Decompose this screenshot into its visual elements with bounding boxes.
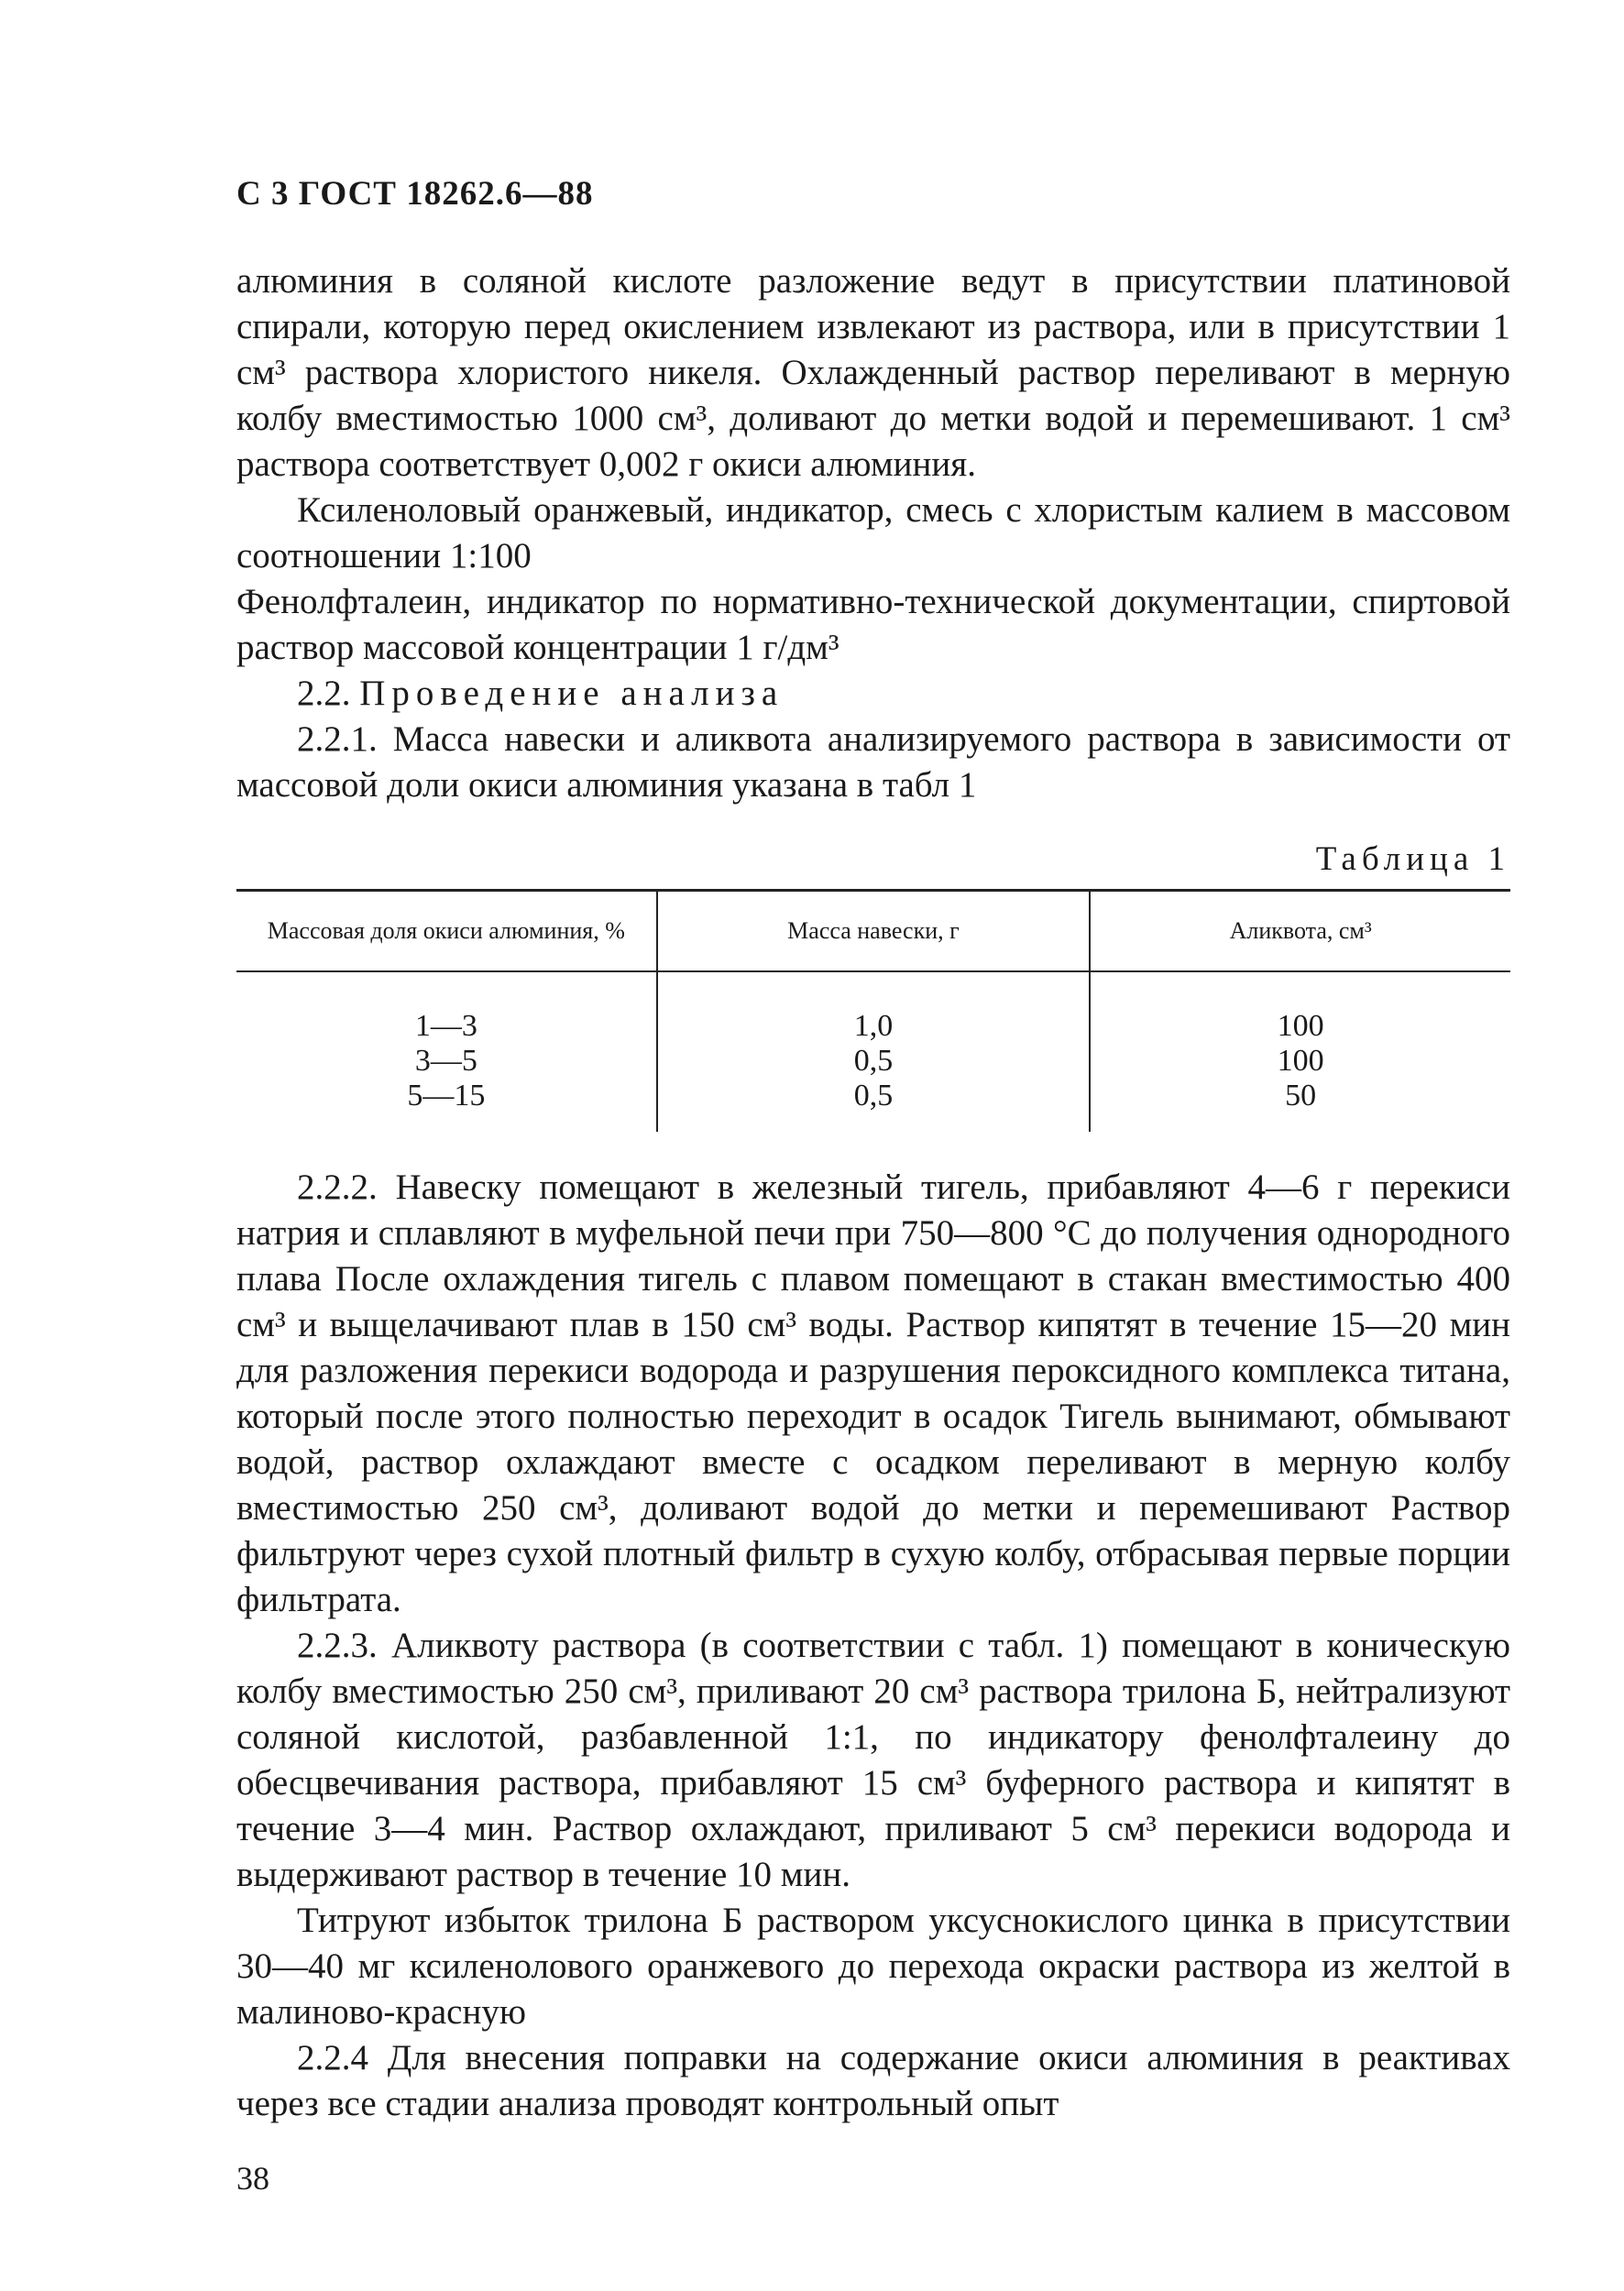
- paragraph-xylenol-orange: Ксиленоловый оранжевый, индикатор, смесь с хлористым калием в массовом соотношении 1:100: [236, 490, 1510, 575]
- table-caption: Таблица 1: [1315, 840, 1510, 878]
- data-table: [236, 889, 1510, 1132]
- cell-mass-fraction: 5—15: [407, 1079, 486, 1113]
- header-sample-mass: Масса навески, г: [657, 891, 1091, 972]
- table-row: [236, 1079, 1510, 1132]
- cell-sample-mass: 0,5: [657, 1044, 1091, 1079]
- section-heading-2-2: [236, 671, 1510, 717]
- paragraph-2-2-1: 2.2.1. Масса навески и аликвота анализируемого раствора в зависимости от массовой доли окиси алюминия указана в табл 1: [236, 719, 1510, 805]
- table-row: [236, 971, 1510, 1044]
- header-mass-fraction: Массовая доля окиси алюминия, %: [236, 891, 657, 972]
- cell-aliquot: 100: [1090, 971, 1510, 1044]
- document-body: [236, 258, 1510, 2127]
- paragraph-2-2-4: 2.2.4 Для внесения поправки на содержание окиси алюминия в реактивах через все стадии анализа проводят контрольный опыт: [236, 2038, 1510, 2123]
- page-number: 38: [236, 2160, 269, 2197]
- section-title: Проведение анализа: [359, 674, 785, 713]
- cell-mass-fraction: 1—3: [414, 1009, 477, 1043]
- procedure-text: [236, 1165, 1510, 2127]
- paragraph-titration: Титруют избыток трилона Б раствором уксуснокислого цинка в присутствии 30—40 мг ксиленолового оранжевого до перехода окраски раствора из желтой в малиново-красную: [236, 1901, 1510, 2032]
- cell-sample-mass: 0,5: [657, 1079, 1091, 1132]
- paragraph-2-2-2: 2.2.2. Навеску помещают в железный тигель, прибавляют 4—6 г перекиси натрия и сплавляют в муфельной печи при 750—800 °С до получения однородного плава После охлаждения тигель с плавом помещают в стакан вместимостью 400 см³ и выщелачивают плав в 150 см³ воды. Раствор кипятят в течение 15—20 мин для разложения перекиси водорода и разрушения пероксидного комплекса титана, который после этого полностью переходит в осадок Тигель вынимают, обмывают водой, раствор охлаждают вместе с осадком переливают в мерную колбу вместимостью 250 см³, доливают водой до метки и перемешивают Раствор фильтруют через сухой плотный фильтр в сухую колбу, отбрасывая первые порции фильтрата.: [236, 1167, 1510, 1619]
- cell-aliquot: 100: [1090, 1044, 1510, 1079]
- paragraph-phenolphthalein: Фенолфталеин, индикатор по нормативно-технической документации, спиртовой раствор массовой концентрации 1 г/дм³: [236, 582, 1510, 667]
- table-row: [236, 1044, 1510, 1079]
- cell-aliquot: 50: [1090, 1079, 1510, 1132]
- table-header-row: [236, 891, 1510, 972]
- cell-mass-fraction: 3—5: [414, 1044, 477, 1078]
- paragraph-aluminum-solution: алюминия в соляной кислоте разложение ведут в присутствии платиновой спирали, которую перед окислением извлекают из раствора, или в присутствии 1 см³ раствора хлористого никеля. Охлажденный раствор переливают в мерную колбу вместимостью 1000 см³, доливают до метки водой и перемешивают. 1 см³ раствора соответствует 0,002 г окиси алюминия.: [236, 261, 1510, 484]
- page-header: С 3 ГОСТ 18262.6—88: [236, 175, 594, 213]
- section-number: 2.2.: [297, 674, 351, 713]
- cell-sample-mass: 1,0: [657, 971, 1091, 1044]
- paragraph-2-2-3: 2.2.3. Аликвоту раствора (в соответствии с табл. 1) помещают в коническую колбу вместимостью 250 см³, приливают 20 см³ раствора трилона Б, нейтрализуют соляной кислотой, разбавленной 1:1, по индикатору фенолфталеину до обесцвечивания раствора, прибавляют 15 см³ буферного раствора и кипятят в течение 3—4 мин. Раствор охлаждают, приливают 5 см³ перекиси водорода и выдерживают раствор в течение 10 мин.: [236, 1626, 1510, 1894]
- header-aliquot: Аликвота, см³: [1090, 891, 1510, 972]
